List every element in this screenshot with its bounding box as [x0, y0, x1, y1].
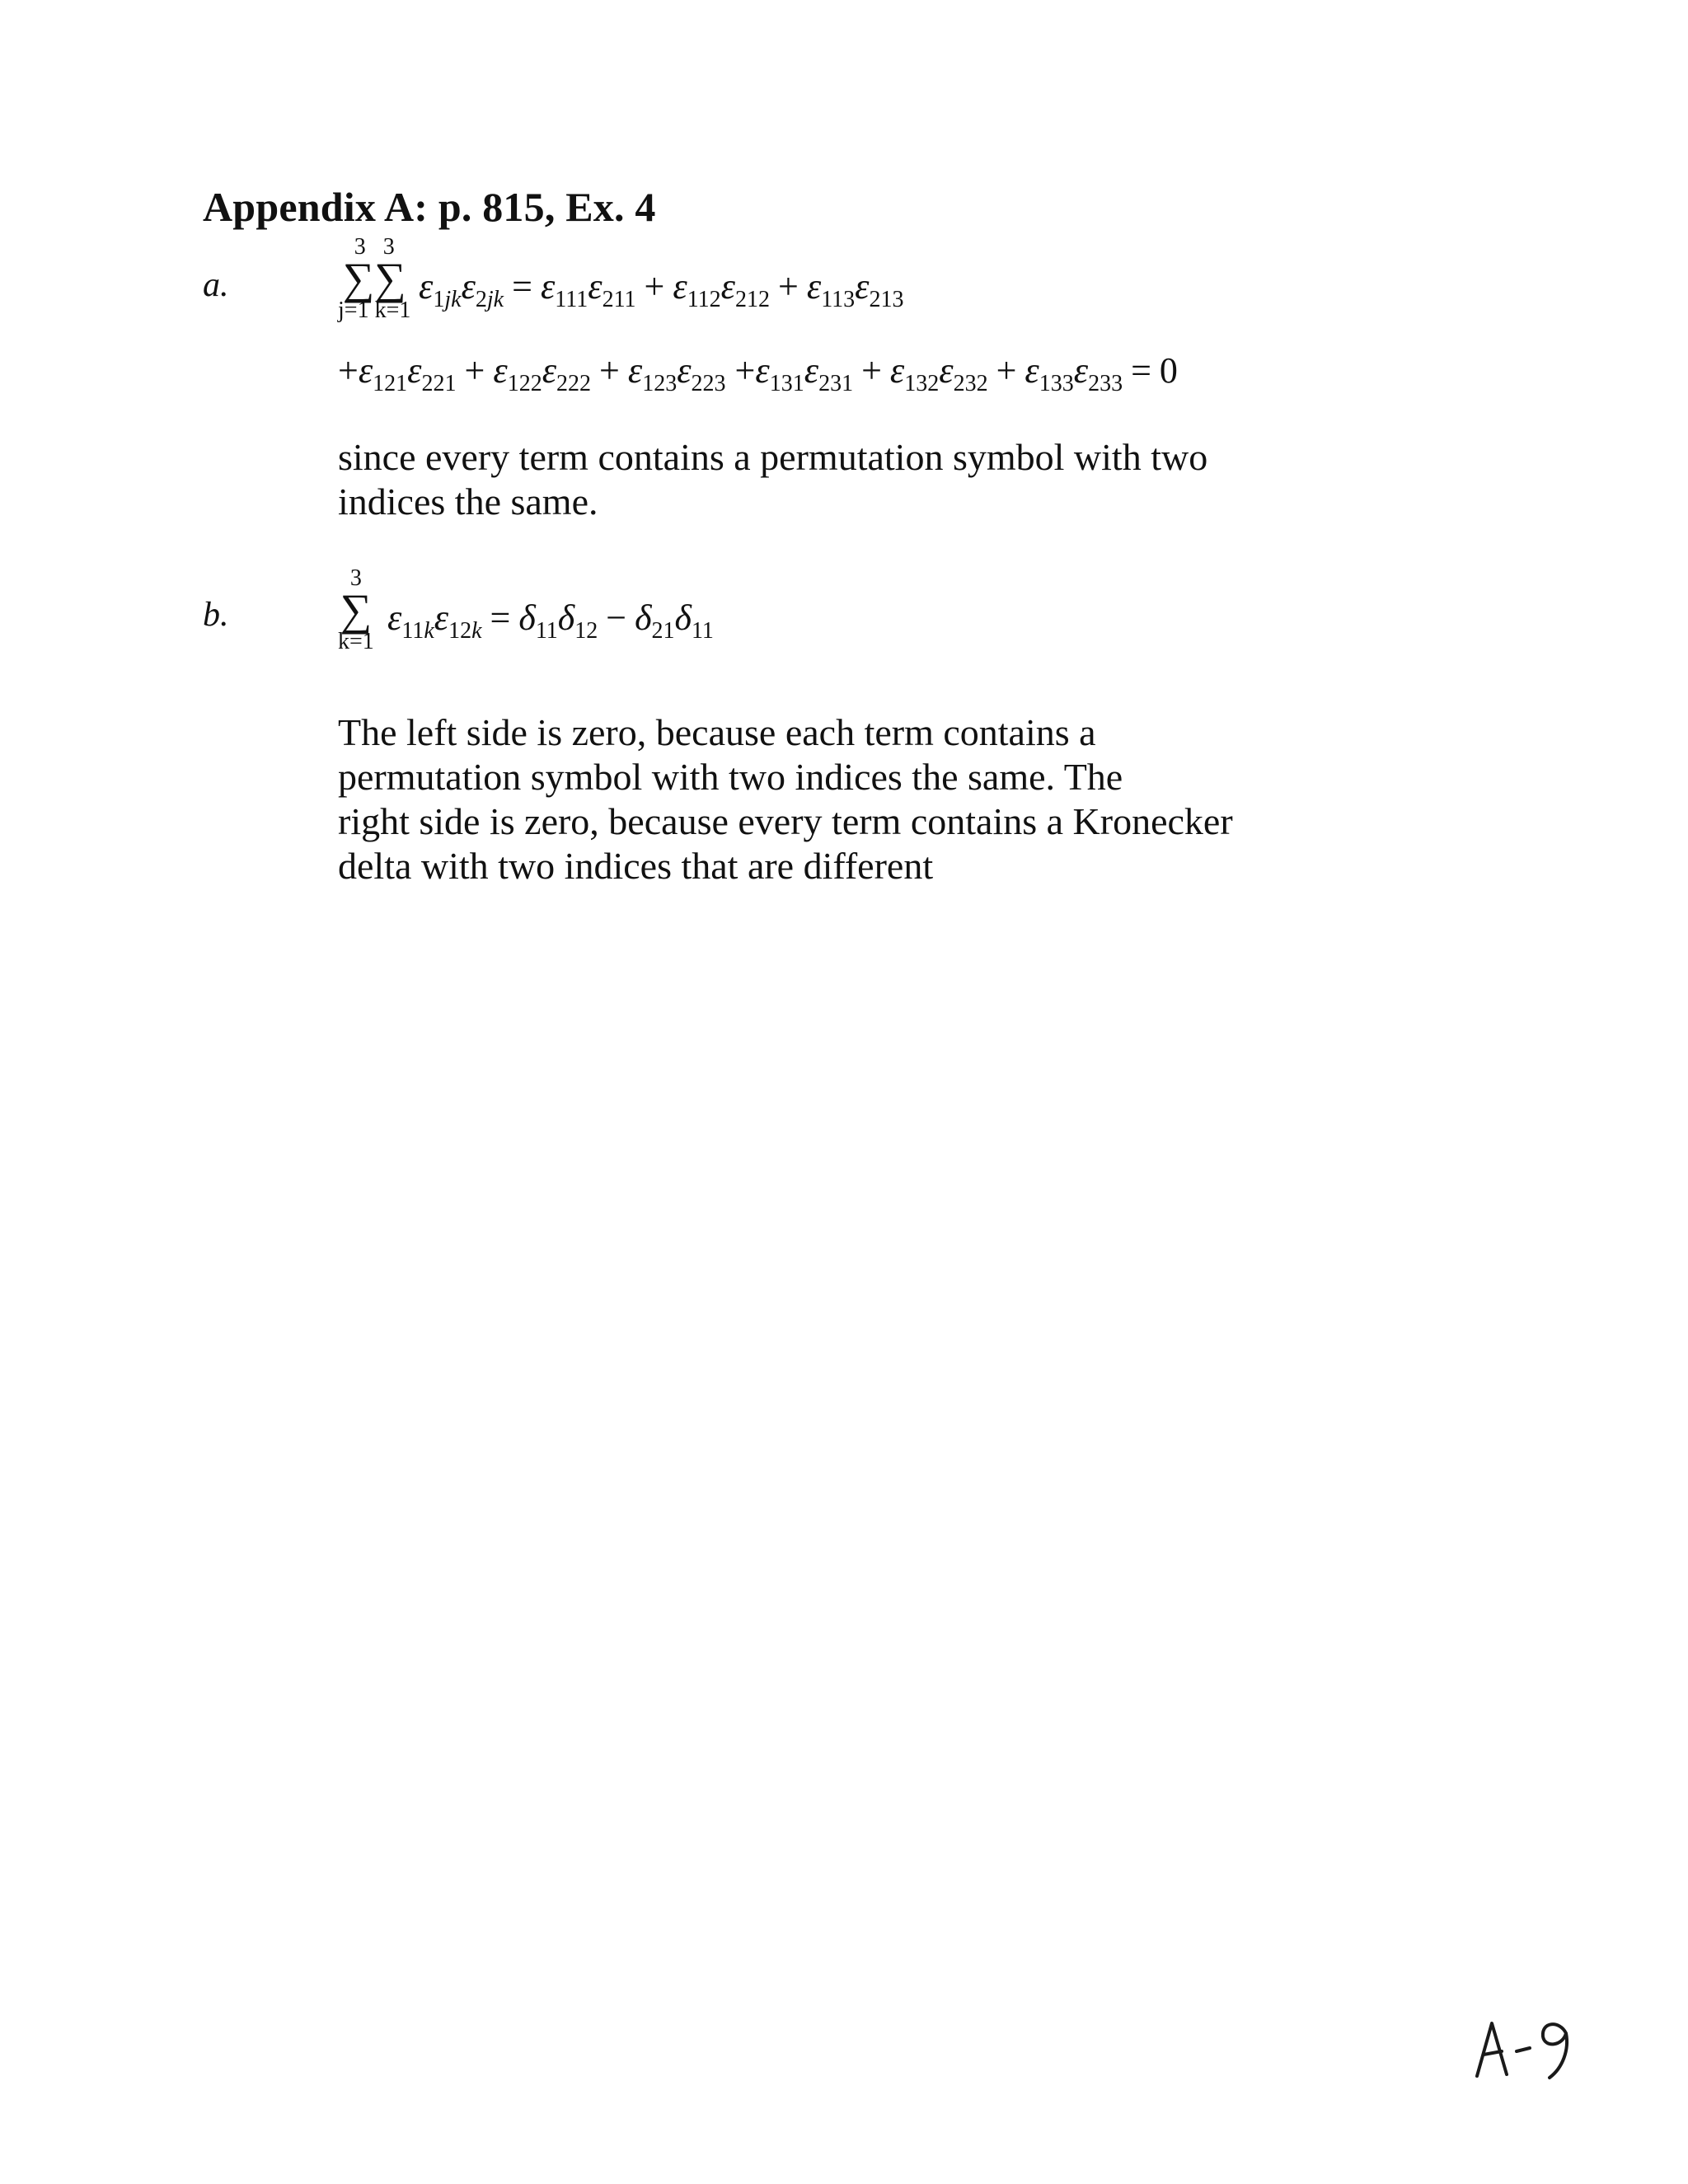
text-line: right side is zero, because every term contains a Kronecker — [338, 800, 1233, 842]
text-line: The left side is zero, because each term contains a — [338, 711, 1096, 753]
part-b-label: b. — [203, 596, 229, 634]
part-b-equation: $\varepsilon_{11k}\varepsilon_{12k} = \delta_{11}\delta_{12} - \delta_{21}\delta_{11}$ — [387, 598, 714, 644]
part-a-equation-line1: $\varepsilon_{1jk}\varepsilon_{2jk} = \varepsilon_{111}\varepsilon_{211} + \varepsilon_{112}\varepsilon_{212} + \varepsilon_{113}\varepsilon_{213}$ — [419, 266, 904, 312]
sigma-symbol: ∑∑ — [342, 254, 406, 303]
part-b-sum — [338, 567, 374, 654]
sum-lower-limit: k=1 — [338, 628, 374, 654]
text-line: indices the same. — [338, 480, 598, 523]
text-line: since every term contains a permutation symbol with two — [338, 436, 1208, 478]
part-a-explanation — [338, 435, 1207, 524]
part-a-equation-line2: $+\varepsilon_{121}\varepsilon_{221} + \varepsilon_{122}\varepsilon_{222} + \varepsilon_{123}\varepsilon_{223} +\varepsilon_{131}\varepsilon_{231} + \varepsilon_{132}\varepsilon_{232} + \varepsilon_{133}\varepsilon_{233} = 0$ — [338, 350, 1178, 396]
text-line: permutation symbol with two indices the same. The — [338, 756, 1123, 798]
sum-upper-limit: 3 — [349, 565, 362, 591]
part-a-label: a. — [203, 266, 229, 304]
sum-upper-limits: 3 3 — [354, 234, 395, 260]
part-b-explanation — [338, 710, 1233, 888]
sum-lower-limits: j=1 k=1 — [338, 297, 411, 323]
page-heading: Appendix A: p. 815, Ex. 4 — [203, 184, 656, 230]
part-a-double-sum — [338, 236, 410, 322]
text-line: delta with two indices that are different — [338, 845, 934, 887]
sigma-symbol: ∑ — [340, 585, 373, 635]
handwritten-page-number — [1474, 2015, 1581, 2081]
